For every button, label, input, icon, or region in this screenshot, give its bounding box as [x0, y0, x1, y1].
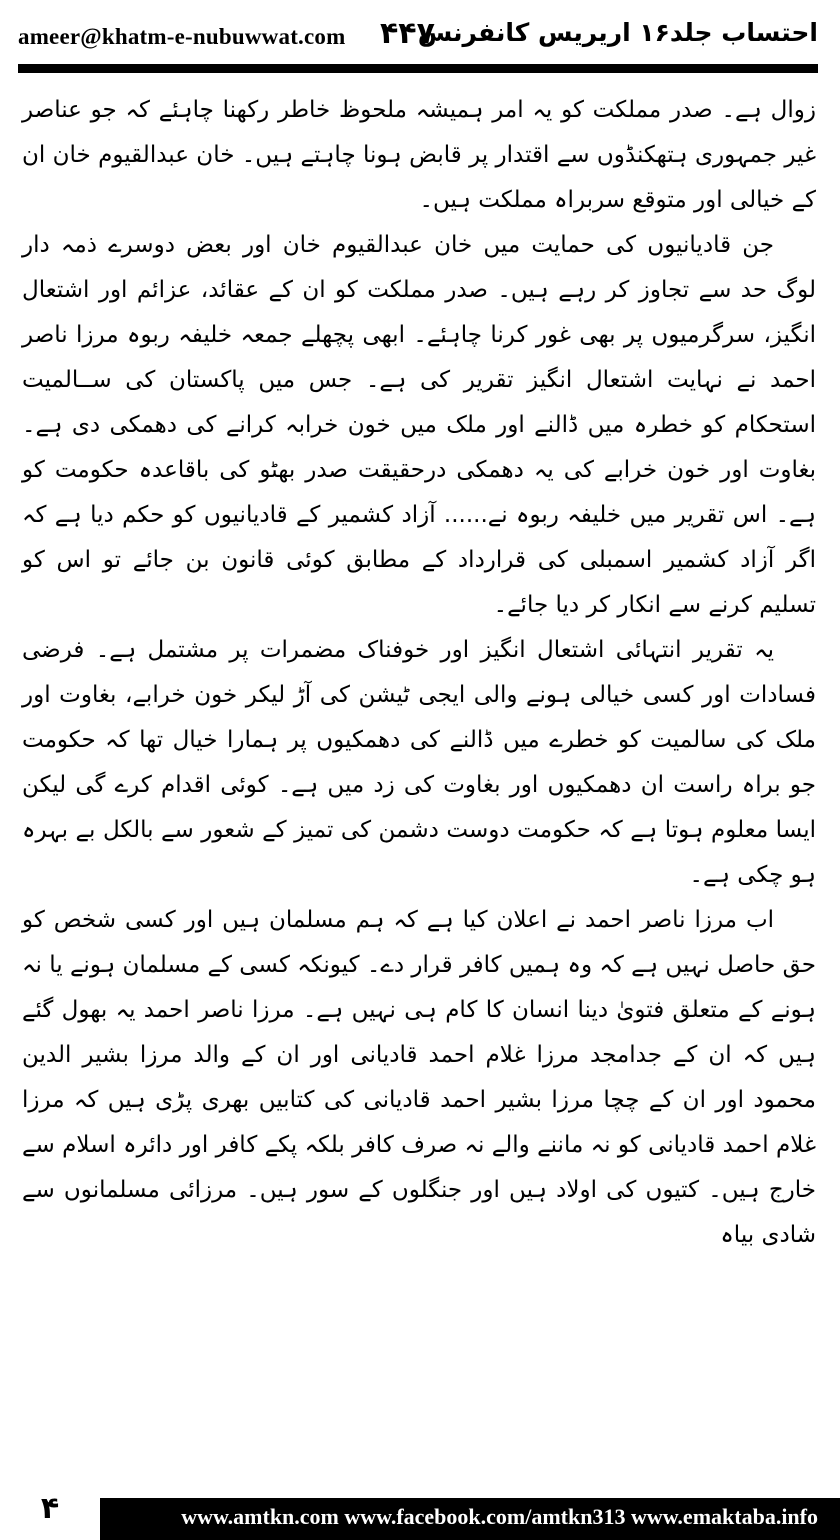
footer-bar: [100, 1498, 840, 1540]
header-divider: [18, 64, 818, 73]
header-page-number: ۴۴۷: [380, 16, 435, 51]
paragraph-1: زوال ہے۔ صدر مملکت کو یہ امر ہمیشہ ملحوظ خاطر رکھنا چاہئے کہ جو عناصر غیر جمہوری ہتھکنڈوں سے اقتدار پر قابض ہونا چاہتے ہیں۔ خان عبدالقیوم خان ان کے خیالی اور متوقع سربراہ مملکت ہیں۔: [22, 97, 816, 213]
header-title: احتساب جلد۱۶ اریریس کانفرنس: [417, 18, 818, 47]
paragraph-4: اب مرزا ناصر احمد نے اعلان کیا ہے کہ ہم مسلمان ہیں اور کسی شخص کو حق حاصل نہیں ہے کہ وہ ہمیں کافر قرار دے۔ کیونکہ کسی کے مسلمان ہونے یا نہ ہونے کے متعلق فتویٰ دینا انسان کا کام ہی نہیں ہے۔ مرزا ناصر احمد یہ بھول گئے ہیں کہ ان کے جدامجد مرزا غلام احمد قادیانی اور ان کے والد مرزا بشیر الدین محمود اور ان کے چچا مرزا بشیر احمد قادیانی کی کتابیں بھری پڑی ہیں کہ مرزا غلام احمد قادیانی کو نہ ماننے والے نہ صرف کافر بلکہ پکے کافر اور دائرہ اسلام سے خارج ہیں۔ کتیوں کی اولاد ہیں اور جنگلوں کے سور ہیں۔ مرزائی مسلمانوں سے شادی بیاہ: [22, 907, 816, 1248]
paragraph-2: جن قادیانیوں کی حمایت میں خان عبدالقیوم خان اور بعض دوسرے ذمہ دار لوگ حد سے تجاوز کر رہے ہیں۔ صدر مملکت کو ان کے عقائد، عزائم اور اشتعال انگیز، سرگرمیوں پر بھی غور کرنا چاہئے۔ ابھی پچھلے جمعہ خلیفہ ربوہ مرزا ناصر احمد نے نہایت اشتعال انگیز تقریر کی ہے۔ جس میں پاکستان کی ســالمیت استحکام کو خطرہ میں ڈالنے اور ملک میں خون خرابہ کرانے کی دھمکی دی ہے۔ بغاوت اور خون خرابے کی یہ دھمکی درحقیقت صدر بھٹو کی باقاعدہ حکومت کو ہے۔ اس تقریر میں خلیفہ ربوہ نے...... آزاد کشمیر کے قادیانیوں کو حکم دیا ہے کہ اگر آزاد کشمیر اسمبلی کی قرارداد کے مطابق کوئی قانون بن جائے تو اس کو تسلیم کرنے سے انکار کر دیا جائے۔: [22, 232, 816, 618]
page-header: [18, 12, 818, 62]
footer-page-number: ۴: [0, 1484, 100, 1540]
article-body: [22, 88, 816, 1258]
header-email: ameer@khatm-e-nubuwwat.com: [18, 24, 346, 49]
paragraph-3: یہ تقریر انتہائی اشتعال انگیز اور خوفناک مضمرات پر مشتمل ہے۔ فرضی فسادات اور کسی خیالی ہونے والی ایجی ٹیشن کی آڑ لیکر خون خرابے، بغاوت اور ملک کی سالمیت کو خطرے میں ڈالنے کی دھمکیوں پر ہمارا خیال تھا کہ حکومت جو براہ راست ان دھمکیوں اور بغاوت کی زد میں ہے۔ کوئی اقدام کرے گی لیکن ایسا معلوم ہوتا ہے کہ حکومت دوست دشمن کی تمیز کے شعور سے بالکل بے بہرہ ہو چکی ہے۔: [22, 637, 816, 888]
footer-links[interactable]: www.amtkn.com www.facebook.com/amtkn313 www.emaktaba.info: [181, 1504, 818, 1529]
page-footer: [0, 1484, 840, 1540]
